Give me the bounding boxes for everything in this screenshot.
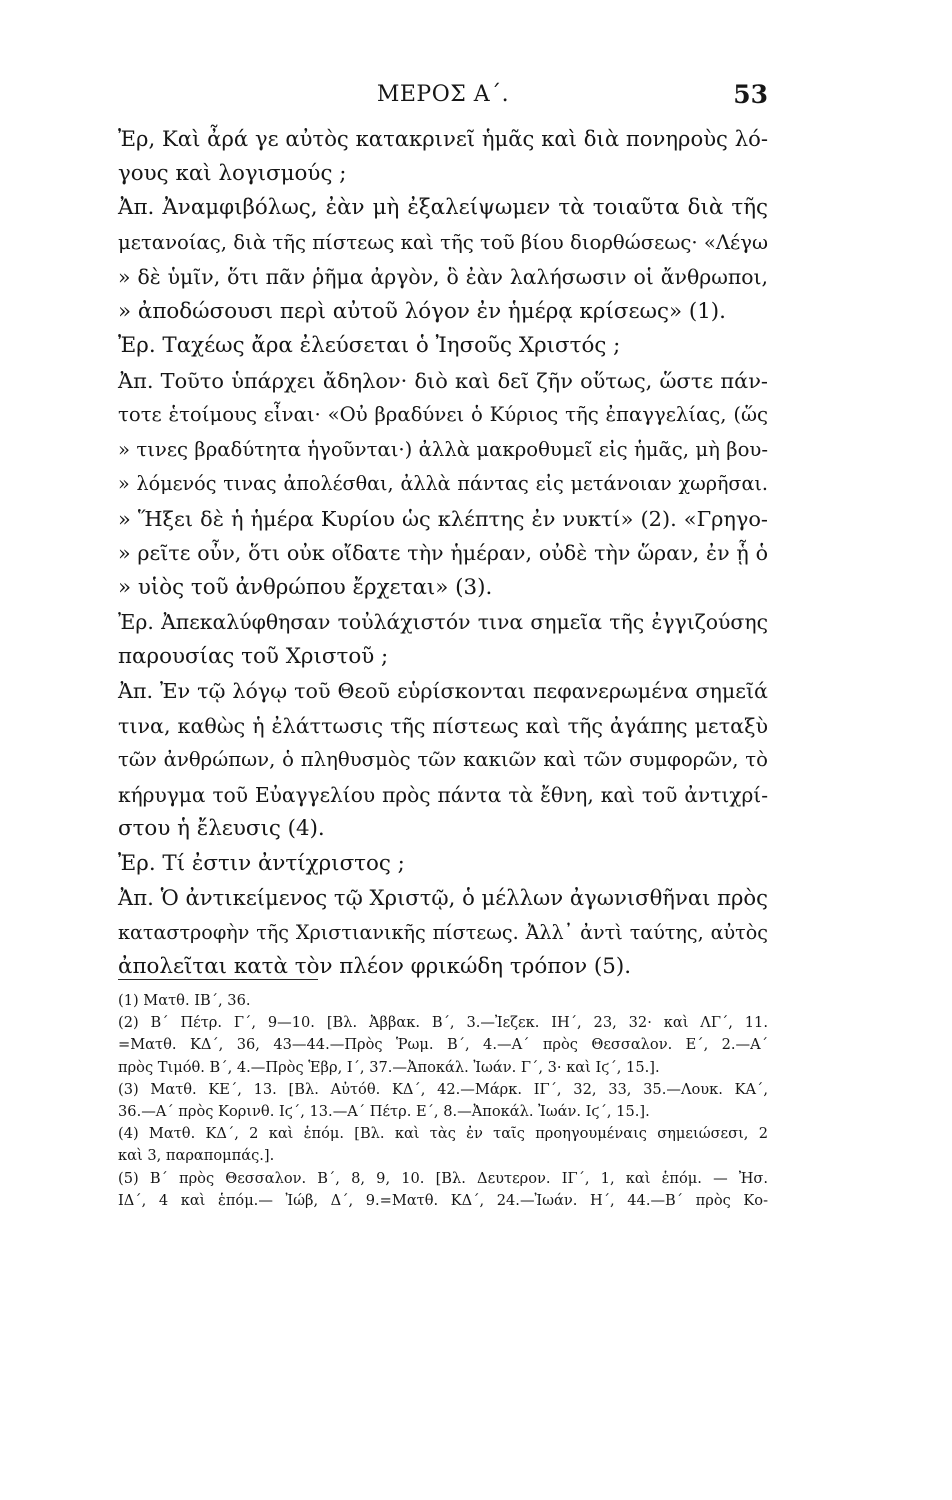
footnote-divider bbox=[118, 979, 318, 980]
text-line: τοτε ἑτοίμους εἶναι· «Οὐ βραδύνει ὁ Κύριος τῆς ἐπαγγελίας, (ὥς bbox=[118, 403, 768, 426]
footnotes bbox=[118, 990, 768, 1212]
footnote-line: (5) Β΄ πρὸς Θεσσαλον. Β΄, 8, 9, 10. [Βλ. Δευτερον. ΙΓ΄, 1, καὶ ἑπόμ. — Ἠσ. bbox=[118, 1169, 768, 1187]
text-line: ἀπολεῖται κατὰ τὸν πλέον φρικώδη τρόπον (5). bbox=[118, 954, 632, 979]
footnote-line: (2) Β΄ Πέτρ. Γ΄, 9—10. [Βλ. Ἀββακ. Β΄, 3.—Ἰεζεκ. ΙΗ΄, 23, 32· καὶ ΛΓ΄, 11. bbox=[118, 1014, 768, 1032]
text-line: Ἀπ. Τοῦτο ὑπάρχει ἄδηλον· διὸ καὶ δεῖ ζῆν οὕτως, ὥστε πάν- bbox=[118, 368, 768, 393]
text-line: Ἀπ. Ἐν τῷ λόγῳ τοῦ Θεοῦ εὑρίσκονται πεφανερωμένα σημεῖά bbox=[118, 679, 768, 703]
footnote-line: (3) Ματθ. ΚΕ΄, 13. [Βλ. Αὐτόθ. ΚΔ΄, 42.—Μάρκ. ΙΓ΄, 32, 33, 35.—Λουκ. ΚΑ΄, bbox=[118, 1080, 768, 1098]
text-line: Ἐρ, Καὶ ἆρά γε αὐτὸς κατακρινεῖ ἡμᾶς καὶ διὰ πονηροὺς λό- bbox=[118, 126, 768, 151]
text-line: Ἀπ. Ὁ ἀντικείμενος τῷ Χριστῷ, ὁ μέλλων ἀγωνισθῆναι πρὸς bbox=[118, 885, 769, 910]
page-number: 53 bbox=[733, 80, 768, 109]
running-title: ΜΕΡΟΣ Α΄. bbox=[376, 82, 510, 107]
text-line: γους καὶ λογισμούς ; bbox=[118, 160, 347, 186]
text-line: » ἀποδώσουσι περὶ αὐτοῦ λόγον ἐν ἡμέρᾳ κρίσεως» (1). bbox=[118, 298, 726, 324]
footnote-line: 36.—Α΄ πρὸς Κορινθ. Ιϛ΄, 13.—Α΄ Πέτρ. Ε΄, 8.—Ἀποκάλ. Ἰωάν. Ιϛ΄, 15.]. bbox=[118, 1102, 650, 1120]
text-line: » δὲ ὑμῖν, ὅτι πᾶν ῥῆμα ἀργὸν, ὃ ἐὰν λαλήσωσιν οἱ ἄνθρωποι, bbox=[118, 265, 768, 289]
text-line: » Ἥξει δὲ ἡ ἡμέρα Κυρίου ὡς κλέπτης ἐν νυκτί» (2). «Γρηγο- bbox=[118, 506, 768, 531]
text-line: τινα, καθὼς ἡ ἐλάττωσις τῆς πίστεως καὶ τῆς ἀγάπης μεταξὺ bbox=[118, 713, 768, 738]
footnote-line: ΙΔ΄, 4 καὶ ἑπόμ.— Ἰώβ, Δ΄, 9.=Ματθ. ΚΔ΄, 24.—Ἰωάν. Η΄, 44.—Β΄ πρὸς Κο- bbox=[118, 1191, 768, 1209]
footnote-line: πρὸς Τιμόθ. Β΄, 4.—Πρὸς Ἑβρ, Ι΄, 37.—Ἀποκάλ. Ἰωάν. Γ΄, 3· καὶ Ιϛ΄, 15.]. bbox=[118, 1058, 660, 1076]
text-line: κήρυγμα τοῦ Εὐαγγελίου πρὸς πάντα τὰ ἔθνη, καὶ τοῦ ἀντιχρί- bbox=[118, 782, 768, 807]
text-line: » υἱὸς τοῦ ἀνθρώπου ἔρχεται» (3). bbox=[118, 574, 493, 600]
text-line: στου ἡ ἔλευσις (4). bbox=[118, 816, 325, 841]
text-line: Ἐρ. Τί ἐστιν ἀντίχριστος ; bbox=[118, 850, 405, 876]
footnote-line: καὶ 3, παραπομπάς.]. bbox=[118, 1147, 275, 1165]
text-line: Ἐρ. Ἀπεκαλύφθησαν τοὐλάχιστόν τινα σημεῖα τῆς ἐγγιζούσης bbox=[118, 610, 768, 634]
footnote-line: (1) Ματθ. ΙΒ΄, 36. bbox=[118, 992, 251, 1009]
text-line: τῶν ἀνθρώπων, ὁ πληθυσμὸς τῶν κακιῶν καὶ τῶν συμφορῶν, τὸ bbox=[118, 748, 768, 771]
text-line: μετανοίας, διὰ τῆς πίστεως καὶ τῆς τοῦ βίου διορθώσεως· «Λέγω bbox=[118, 230, 768, 254]
text-line: Ἐρ. Ταχέως ἄρα ἐλεύσεται ὁ Ἰησοῦς Χριστός ; bbox=[118, 333, 621, 358]
text-line: παρουσίας τοῦ Χριστοῦ ; bbox=[118, 643, 389, 669]
text-line: » τινες βραδύτητα ἡγοῦνται·) ἀλλὰ μακροθυμεῖ εἰς ἡμᾶς, μὴ βου- bbox=[118, 437, 768, 461]
text-line: » ρεῖτε οὖν, ὅτι οὐκ οἴδατε τὴν ἡμέραν, οὐδὲ τὴν ὥραν, ἐν ᾗ ὁ bbox=[118, 541, 768, 565]
footnote-line: (4) Ματθ. ΚΔ΄, 2 καὶ ἑπόμ. [Βλ. καὶ τὰς ἐν ταῖς προηγουμέναις σημειώσεσι, 2 bbox=[118, 1125, 768, 1143]
footnote-line: =Ματθ. ΚΔ΄, 36, 43—44.—Πρὸς Ῥωμ. Β΄, 4.—Α΄ πρὸς Θεσσαλον. Ε΄, 2.—Α΄ bbox=[118, 1036, 768, 1054]
main-text bbox=[118, 122, 768, 985]
text-line: Ἀπ. Ἀναμφιβόλως, ἐὰν μὴ ἐξαλείψωμεν τὰ τοιαῦτα διὰ τῆς bbox=[118, 195, 768, 220]
page-header bbox=[118, 80, 768, 116]
text-line: καταστροφὴν τῆς Χριστιανικῆς πίστεως. Ἀλλ᾽ ἀντὶ ταύτης, αὐτὸς bbox=[118, 920, 768, 944]
text-line: » λόμενός τινας ἀπολέσθαι, ἀλλὰ πάντας εἰς μετάνοιαν χωρῆσαι. bbox=[118, 472, 768, 495]
